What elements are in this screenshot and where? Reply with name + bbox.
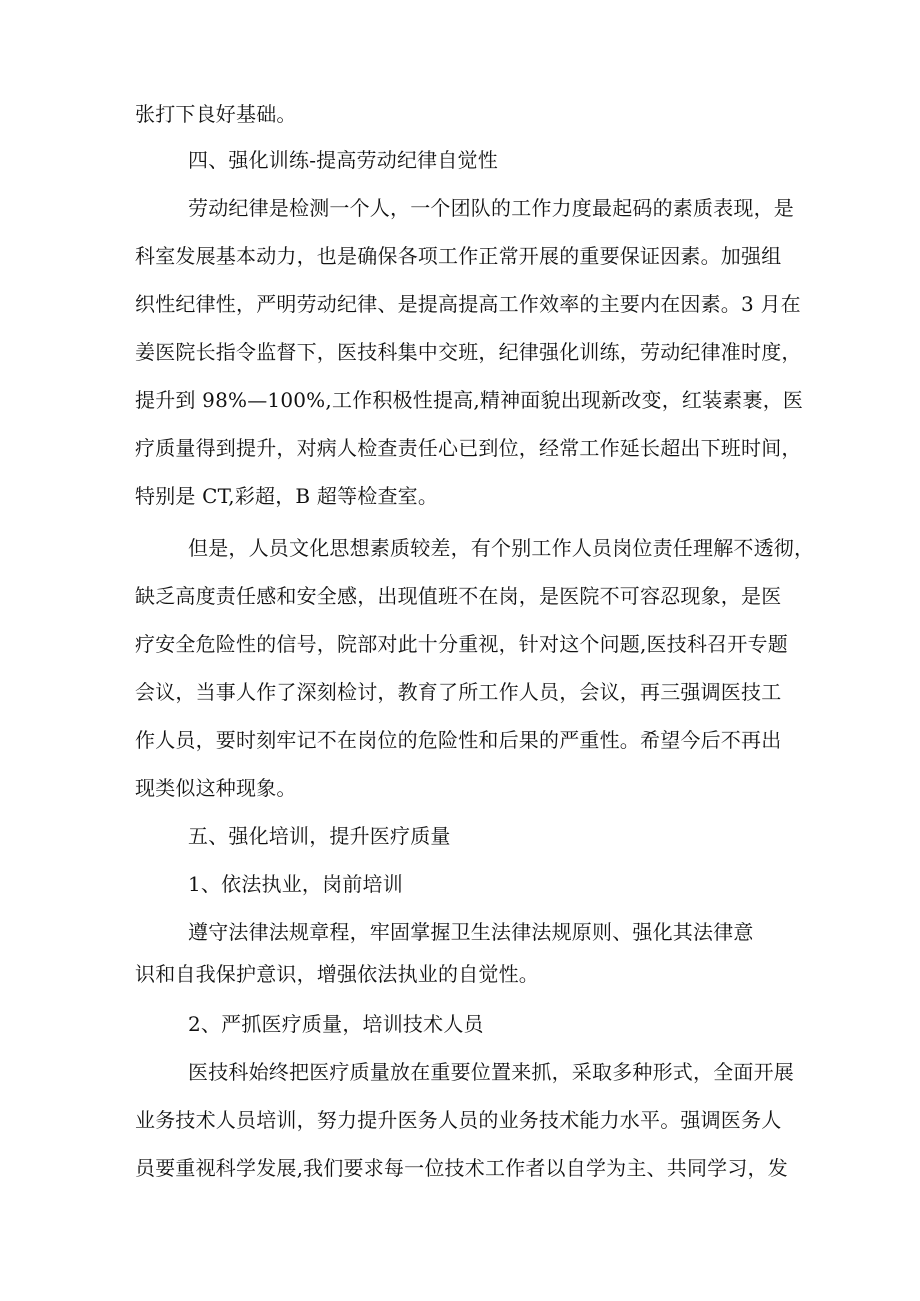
subheading-two: 2、严抓医疗质量，培训技术人员 <box>188 1012 484 1036</box>
body-line: 张打下良好基础。 <box>135 102 297 126</box>
paragraph-line: 医技科始终把医疗质量放在重要位置来抓，采取多种形式，全面开展 <box>188 1060 794 1084</box>
paragraph-line: 员要重视科学发展,我们要求每一位技术工作者以自学为主、共同学习，发 <box>135 1156 788 1180</box>
paragraph-line: 科室发展基本动力，也是确保各项工作正常开展的重要保证因素。加强组 <box>135 244 782 268</box>
paragraph-line: 疗质量得到提升，对病人检查责任心已到位，经常工作延长超出下班时间， <box>135 436 802 460</box>
paragraph-line: 提升到 98%—100%,工作积极性提高,精神面貌出现新改变，红装素裹，医 <box>135 388 804 412</box>
paragraph-line: 会议，当事人作了深刻检讨，教育了所工作人员，会议，再三强调医技工 <box>135 680 782 704</box>
section-heading-four: 四、强化训练-提高劳动纪律自觉性 <box>188 148 498 172</box>
subheading-one: 1、依法执业，岗前培训 <box>188 872 403 896</box>
paragraph-line: 疗安全危险性的信号，院部对此十分重视，针对这个问题,医技科召开专题 <box>135 632 788 656</box>
paragraph-line: 现类似这种现象。 <box>135 776 297 800</box>
paragraph-line: 但是，人员文化思想素质较差，有个别工作人员岗位责任理解不透彻， <box>188 536 815 560</box>
paragraph-line: 姜医院长指令监督下，医技科集中交班，纪律强化训练，劳动纪律准时度， <box>135 340 802 364</box>
paragraph-line: 识和自我保护意识，增强依法执业的自觉性。 <box>135 962 539 986</box>
paragraph-line: 特别是 CT,彩超，B 超等检查室。 <box>135 484 439 508</box>
paragraph-line: 业务技术人员培训，努力提升医务人员的业务技术能力水平。强调医务人 <box>135 1108 782 1132</box>
paragraph-line: 缺乏高度责任感和安全感，出现值班不在岗，是医院不可容忍现象，是医 <box>135 584 782 608</box>
paragraph-line: 遵守法律法规章程，牢固掌握卫生法律法规原则、强化其法律意 <box>188 920 754 944</box>
section-heading-five: 五、强化培训，提升医疗质量 <box>188 824 451 848</box>
paragraph-line: 作人员，要时刻牢记不在岗位的危险性和后果的严重性。希望今后不再出 <box>135 728 782 752</box>
paragraph-line: 劳动纪律是检测一个人，一个团队的工作力度最起码的素质表现，是 <box>188 196 794 220</box>
paragraph-line: 织性纪律性，严明劳动纪律、是提高提高工作效率的主要内在因素。3 月在 <box>135 292 801 316</box>
